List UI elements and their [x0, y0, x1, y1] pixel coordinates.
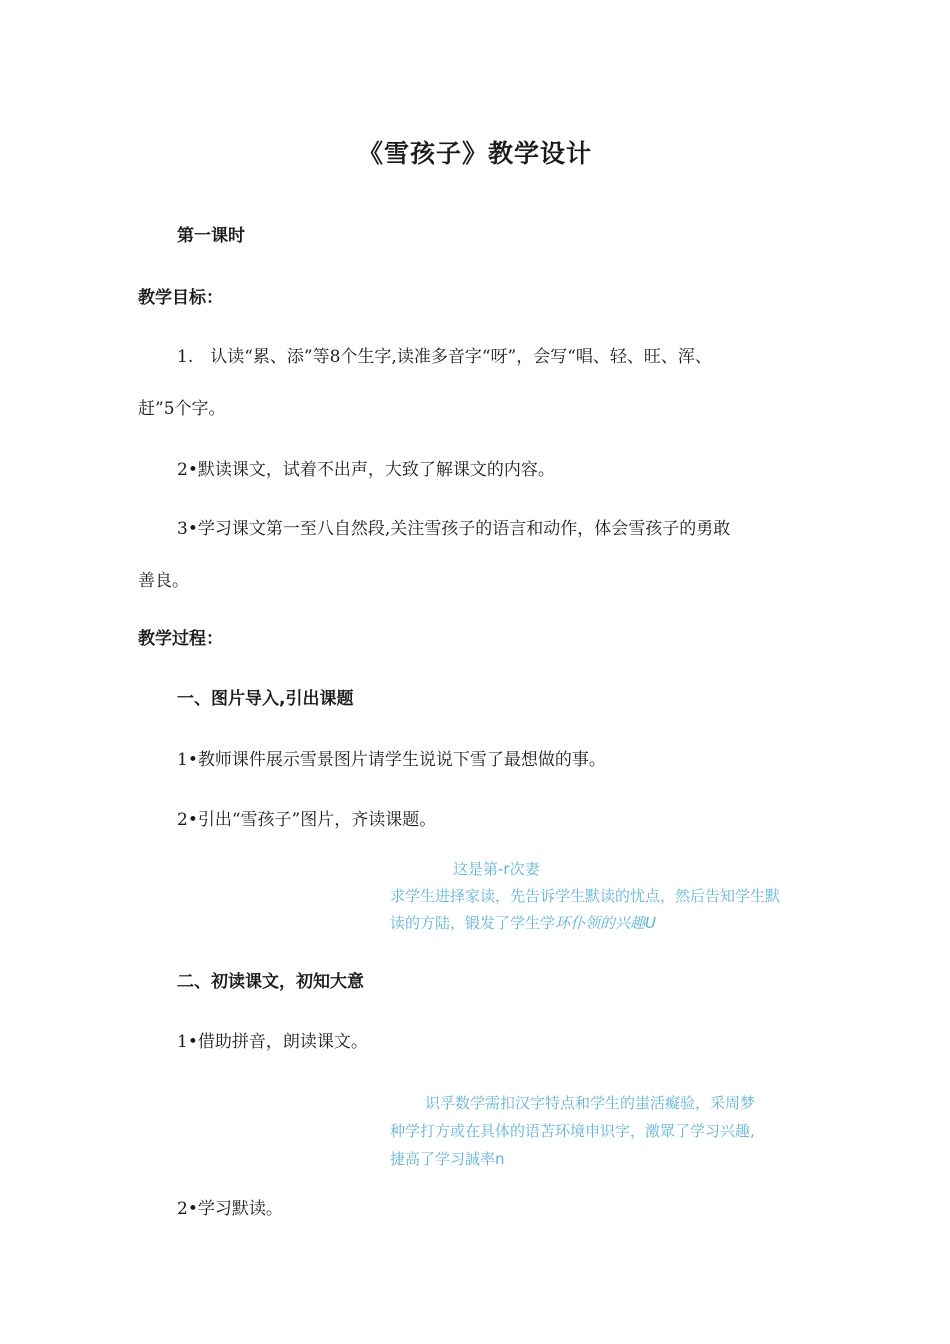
annotation-1-line-3	[390, 912, 656, 933]
goal-3-line-1: 3•学习课文第一至八自然段,关注雪孩子的语言和动作，体会雪孩子的勇敢	[177, 519, 731, 539]
section-2-heading: 二、初读课文，初知大意	[177, 972, 364, 992]
annotation-1-line-1: 这是第-r次妻	[453, 860, 540, 878]
lesson-heading: 第一课时	[177, 226, 245, 246]
document-title: 《雪孩子》教学设计	[357, 139, 592, 168]
annotation-1-line-3-italic: 环仆领的兴趣U	[555, 914, 656, 932]
section-1-item-1: 1•教师课件展示雪景图片请学生说说下雪了最想做的事。	[177, 750, 606, 770]
goal-2: 2•默读课文，试着不出声，大致了解课文的内容。	[177, 460, 555, 480]
goal-1-line-1: 1. 认读“累、添”等8个生字,读准多音字“呀”，会写“唱、轻、旺、浑、	[177, 347, 712, 367]
section-2-item-2: 2•学习默读。	[177, 1199, 283, 1219]
section-1-heading: 一、图片导入,引出课题	[177, 689, 354, 709]
goal-1-line-2: 赶”5个字。	[138, 399, 226, 419]
annotation-1-line-3-plain: 读的方陆，锻发了学生学	[390, 914, 556, 932]
goals-heading: 教学目标：	[138, 288, 223, 308]
section-2-item-1: 1•借助拼音，朗读课文。	[177, 1032, 368, 1052]
process-heading: 教学过程：	[138, 629, 223, 649]
annotation-2-line-3: 捷高了学习誠率n	[390, 1150, 505, 1168]
annotation-2-line-1: 识孚数学需扣汉字特点和学生的蚩活癡验，采周梦	[425, 1094, 756, 1112]
goal-3-line-2: 善良。	[138, 571, 189, 591]
annotation-1-line-2: 求学生进择家读，先告诉学生默读的忧点，然后告知学生默	[390, 887, 781, 905]
section-1-item-2: 2•引出“雪孩子”图片，齐读课题。	[177, 810, 437, 830]
annotation-2-line-2: 种学打方或在具体的语苫环境申识字，激眾了学习兴趣,	[390, 1122, 755, 1140]
